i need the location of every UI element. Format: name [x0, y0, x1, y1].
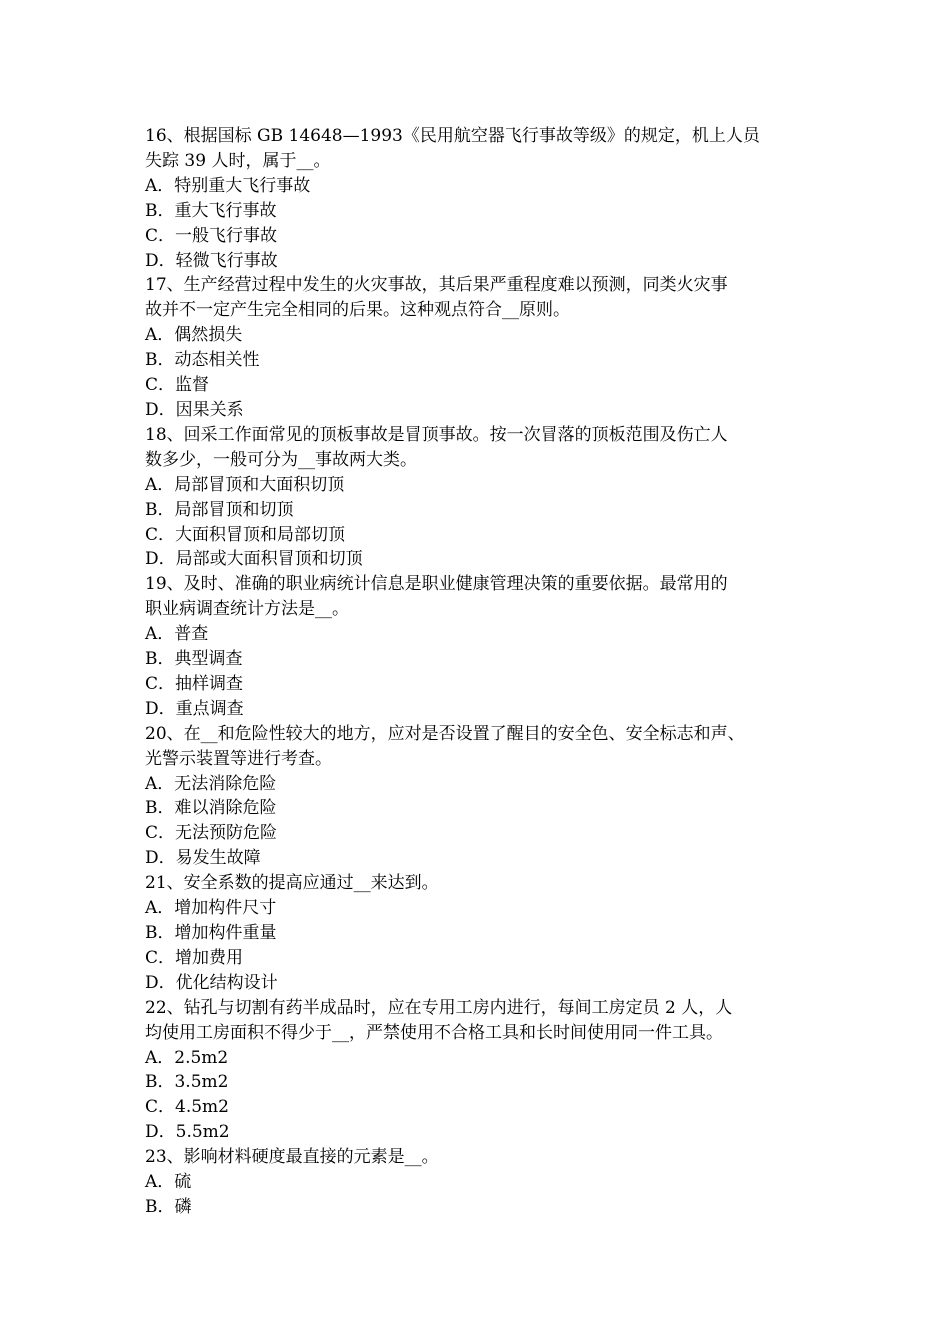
- question-20-line-2: 光警示装置等进行考查。: [145, 748, 332, 769]
- question-21-line-1: 21、安全系数的提高应通过__来达到。: [145, 873, 439, 894]
- option-d: D．易发生故障: [145, 848, 261, 869]
- question-22-line-2: 均使用工房面积不得少于__，严禁使用不合格工具和长时间使用同一件工具。: [145, 1022, 723, 1043]
- question-19-line-2: 职业病调查统计方法是__。: [145, 599, 349, 620]
- option-c: C．一般飞行事故: [145, 225, 278, 246]
- option-b: B．典型调查: [145, 649, 243, 670]
- option-a: A．偶然损失: [145, 325, 243, 346]
- option-a: A．局部冒顶和大面积切顶: [145, 474, 345, 495]
- option-c: C．大面积冒顶和局部切顶: [145, 524, 346, 545]
- question-20-line-1: 20、在__和危险性较大的地方，应对是否设置了醒目的安全色、安全标志和声、: [145, 723, 745, 744]
- option-b: B．局部冒顶和切顶: [145, 499, 294, 520]
- option-d: D．局部或大面积冒顶和切顶: [145, 549, 363, 570]
- option-b: B．磷: [145, 1196, 192, 1217]
- option-b: B．重大飞行事故: [145, 200, 277, 221]
- option-c: C．4.5m2: [145, 1097, 229, 1118]
- question-16-line-1: 16、根据国标 GB 14648—1993《民用航空器飞行事故等级》的规定，机上人员: [145, 126, 760, 146]
- question-19-line-1: 19、及时、准确的职业病统计信息是职业健康管理决策的重要依据。最常用的: [145, 574, 728, 595]
- option-c: C．抽样调查: [145, 673, 244, 694]
- option-a: A．2.5m2: [145, 1047, 229, 1068]
- option-a: A．特别重大飞行事故: [145, 175, 311, 196]
- question-16-line-2: 失踪 39 人时，属于__。: [145, 150, 331, 171]
- question-text-block: [145, 124, 825, 1220]
- option-d: D．优化结构设计: [145, 972, 278, 993]
- option-d: D．因果关系: [145, 399, 244, 420]
- question-18-line-2: 数多少，一般可分为__事故两大类。: [145, 449, 417, 470]
- option-b: B．增加构件重量: [145, 923, 277, 943]
- option-b: B．3.5m2: [145, 1072, 229, 1093]
- question-23-line-1: 23、影响材料硬度最直接的元素是__。: [145, 1147, 439, 1168]
- option-b: B．动态相关性: [145, 350, 260, 371]
- option-d: D．轻微飞行事故: [145, 250, 278, 271]
- option-a: A．增加构件尺寸: [145, 898, 277, 919]
- option-a: A．无法消除危险: [145, 773, 277, 794]
- option-c: C．增加费用: [145, 947, 244, 968]
- question-18-line-1: 18、回采工作面常见的顶板事故是冒顶事故。按一次冒落的顶板范围及伤亡人: [145, 424, 728, 445]
- option-a: A．硫: [145, 1172, 192, 1193]
- option-d: D．5.5m2: [145, 1122, 230, 1143]
- question-22-line-1: 22、钻孔与切割有药半成品时，应在专用工房内进行，每间工房定员 2 人，人: [145, 997, 733, 1018]
- option-a: A．普查: [145, 624, 209, 645]
- option-c: C．监督: [145, 375, 210, 396]
- option-c: C．无法预防危险: [145, 823, 278, 844]
- question-17-line-2: 故并不一定产生完全相同的后果。这种观点符合__原则。: [145, 300, 570, 321]
- option-b: B．难以消除危险: [145, 798, 277, 819]
- option-d: D．重点调查: [145, 698, 244, 719]
- question-17-line-1: 17、生产经营过程中发生的火灾事故，其后果严重程度难以预测，同类火灾事: [145, 275, 728, 296]
